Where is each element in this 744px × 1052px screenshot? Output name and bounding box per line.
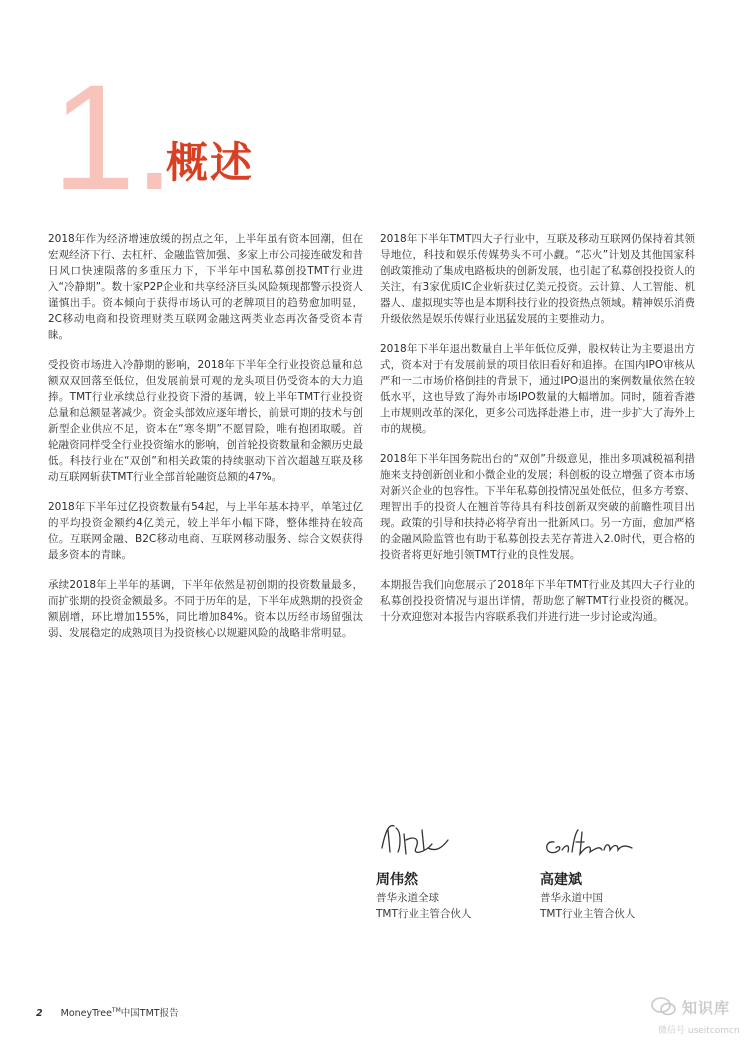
paragraph: 2018年作为经济增速放缓的拐点之年，上半年虽有资本回潮，但在宏观经济下行、去杠杆、金融监管加强、多家上市公司接连破发和昔日风口快速陨落的多重压力下，下半年中国私募创投TMT行业进入“冷静期”。数十家P2P企业和共享经济巨头风险频现都警示投资人谨慎出手。资本倾向于获得市场认可的老牌项目的趋势愈加明显，2C移动电商和投资理财类互联网金融这两类业态再次备受资本青睐。 xyxy=(48,233,363,341)
page-title: 概述 xyxy=(166,138,255,187)
wechat-icon xyxy=(650,995,678,1019)
section-number: 1. xyxy=(52,53,174,221)
paragraph: 承续2018年上半年的基调，下半年依然是初创期的投资数量最多，而扩张期的投资金额最多。不同于历年的是，下半年成熟期的投资金额剧增，环比增加155%，同比增加84%。资本以历经市场留强汰弱、发展稳定的成熟项目为投资核心以规避风险的战略非常明显。 xyxy=(48,579,363,639)
watermark xyxy=(648,993,744,1041)
page-footer xyxy=(36,1005,179,1019)
left-column xyxy=(48,231,363,655)
signature-block-zhou xyxy=(376,818,526,922)
signature-block-gao xyxy=(540,818,690,922)
paragraph: 2018年下半年TMT四大子行业中，互联及移动互联网仍保持着其领导地位，科技和娱乐传媒势头不可小觑。“芯火”计划及其他国家科创政策推动了集成电路板块的创新发展，也引起了私募创投投资人的关注，有3家优质IC企业斩获过亿美元投资。云计算、人工智能、机器人、虚拟现实等也是本期科技行业的投资热点领域。精神娱乐消费升级依然是娱乐传媒行业迅猛发展的主要推动力。 xyxy=(380,233,695,325)
watermark-logo: 知识库 xyxy=(682,999,731,1017)
paragraph: 2018年下半年退出数量自上半年低位反弹，股权转让为主要退出方式，资本对于有发展前景的项目依旧看好和追捧。在国内IPO审核从严和一二市场价格倒挂的背景下，通过IPO退出的案例数量依然在较低水平，这也导致了海外市场IPO数量的大幅增加。同时，随着香港上市规则改革的深化，更多公司选择赴港上市，进一步扩大了海外上市的规模。 xyxy=(380,343,695,435)
signatory-name: 周伟然 xyxy=(376,872,418,888)
watermark-id: 微信号 useitcomcn xyxy=(658,1026,740,1036)
trademark-mark: TM xyxy=(111,1006,121,1014)
paragraph: 2018年下半年过亿投资数量有54起，与上半年基本持平，单笔过亿的平均投资金额约4亿美元，较上半年小幅下降，整体维持在较高位。互联网金融、B2C移动电商、互联网移动服务、综合文娱获得最多资本的青睐。 xyxy=(48,501,363,561)
signatory-org: 普华永道中国 xyxy=(540,892,603,904)
paragraph: 本期报告我们向您展示了2018年下半年TMT行业及其四大子行业的私募创投投资情况与退出详情，帮助您了解TMT行业投资的概况。十分欢迎您对本报告内容联系我们并进行进一步讨论或沟通。 xyxy=(380,579,695,623)
signatory-role: TMT行业主管合伙人 xyxy=(540,908,636,920)
signatory-name: 高建斌 xyxy=(540,872,582,888)
handwritten-signature-icon xyxy=(376,818,456,862)
right-column xyxy=(380,231,695,639)
footer-report-title: 中国TMT报告 xyxy=(120,1008,179,1019)
footer-brand: MoneyTree xyxy=(60,1008,112,1019)
page-number: 2 xyxy=(36,1008,43,1019)
signatory-org: 普华永道全球 xyxy=(376,892,439,904)
handwritten-signature-icon xyxy=(540,818,640,862)
signatory-role: TMT行业主管合伙人 xyxy=(376,908,472,920)
paragraph: 2018年下半年国务院出台的“双创”升级意见，推出多项减税福利措施来支持创新创业和小微企业的发展；科创板的设立增强了资本市场对新兴企业的包容性。下半年私募创投情况虽处低位，但多方考察、理智出手的投资人在翘首等待具有科技创新双突破的前瞻性项目出现。政策的引导和扶持必将孕育出一批新风口。另一方面，愈加严格的金融风险监管也有助于私募创投去芜存菁进入2.0时代，更合格的投资者将更好地引领TMT行业的良性发展。 xyxy=(380,453,695,561)
paragraph: 受投资市场进入冷静期的影响，2018年下半年全行业投资总量和总额双双回落至低位，但发展前景可观的龙头项目仍受资本的大力追捧。TMT行业承续总行业投资下滑的基调，较上半年TMT行业投资总量和总额显著减少。资金头部效应逐年增长，前景可期的技术与创新型企业供应不足，资本在“寒冬期”不愿冒险，唯有抱团取暖。首轮融资同样受全行业投资缩水的影响，创首轮投资数量和金额历史最低。科技行业在“双创”和相关政策的持续驱动下首次超越互联及移动互联网斩获TMT行业全部首轮融资总额的47%。 xyxy=(48,359,363,483)
